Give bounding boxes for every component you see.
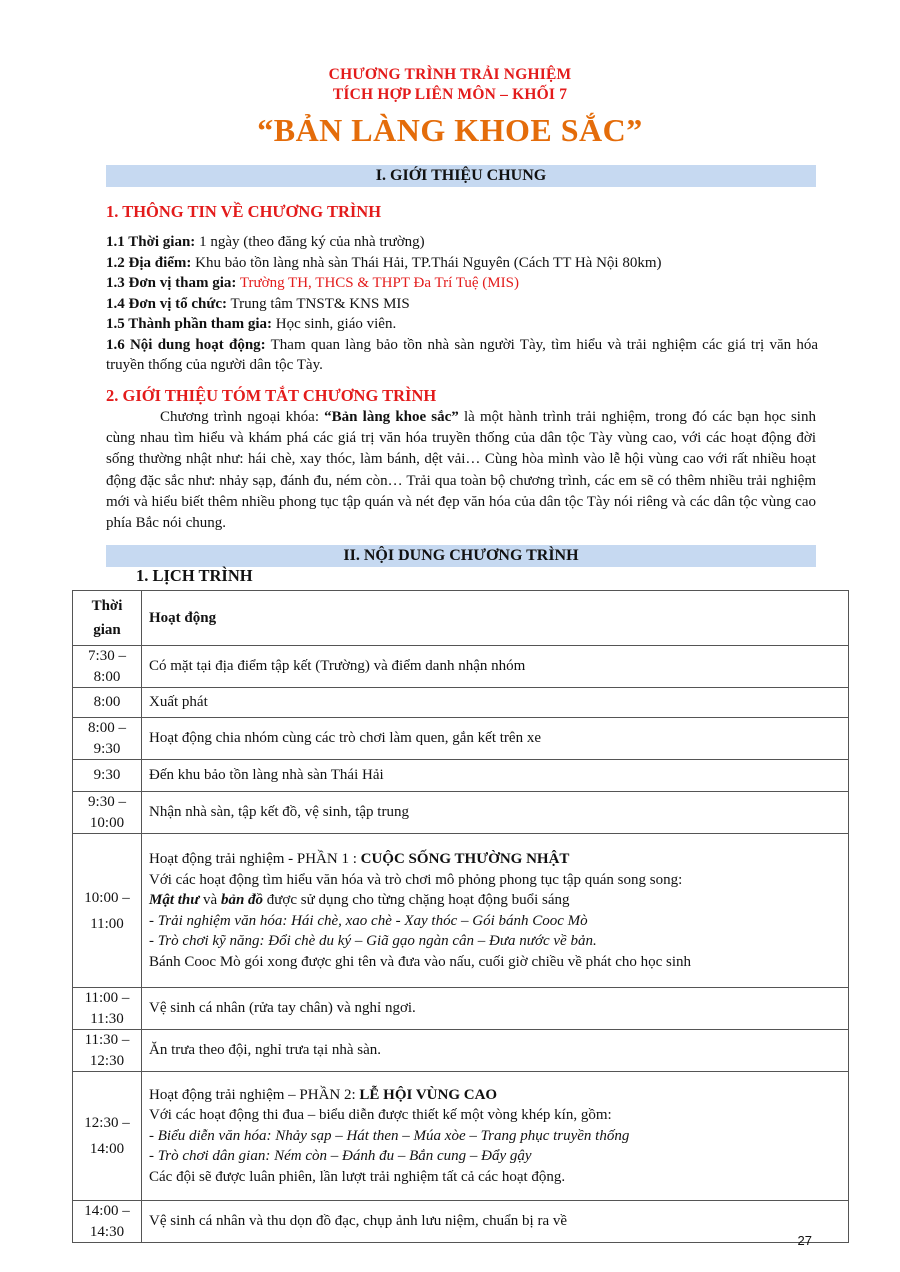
part2-activity: Hoạt động trải nghiệm – PHẦN 2: LỄ HỘI VÙNG CAO Với các hoạt động thi đua – biểu diễn được thiết kế một vòng khép kín, gồm: - Biểu diễn văn hóa: Nhảy sạp – Hát then – Múa xòe – Trang phục truyền thống - Trò chơi dân gian: Ném còn – Đánh đu – Bắn cung – Đẩy gậy Các đội sẽ được luân phiên, lần lượt trải nghiệm tất cả các hoạt động. <box>142 1072 849 1201</box>
header-activity: Hoạt động <box>142 591 849 646</box>
row-activity: Đến khu bảo tồn làng nhà sàn Thái Hải <box>142 760 849 792</box>
program-summary-paragraph: Chương trình ngoại khóa: “Bản làng khoe sắc” là một hành trình trải nghiệm, trong đó các bạn học sinh cùng nhau tìm hiểu và khám phá các giá trị văn hóa truyền thống của dân tộc Tày vùng cao, với các hoạt động đời sống thường nhật như: hái chè, xay thóc, làm bánh, dệt vải… Cùng hòa mình vào lễ hội vùng cao với rất nhiều hoạt động đặc sắc như: nhảy sạp, đánh đu, ném còn… Trải qua toàn bộ chương trình, các em sẽ có thêm nhiều trải nghiệm mới và hiểu biết thêm nhiều phong tục tập quán và nét đẹp văn hóa của dân tộc Tày nói riêng và các dân tộc vùng cao phía Bắc nói chung. <box>106 409 816 532</box>
row-time: 10:00 – 11:00 <box>73 834 142 988</box>
row-time: 12:30 – 14:00 <box>73 1072 142 1201</box>
part1-activity: Hoạt động trải nghiệm - PHẦN 1 : CUỘC SỐNG THƯỜNG NHẬT Với các hoạt động tìm hiểu văn hóa và trò chơi mô phỏng phong tục tập quán song song: Mật thư và bản đồ được sử dụng cho từng chặng hoạt động buổi sáng - Trải nghiệm văn hóa: Hái chè, xao chè - Xay thóc – Gói bánh Cooc Mò - Trò chơi kỹ năng: Đổi chè du ký – Giã gạo ngàn cân – Đưa nước về bản. Bánh Cooc Mò gói xong được ghi tên và đưa vào nấu, cuối giờ chiều về phát cho học sinh <box>142 834 849 988</box>
table-row-part2 <box>73 1072 849 1201</box>
row-time: 9:30 <box>73 760 142 792</box>
row-activity: Ăn trưa theo đội, nghỉ trưa tại nhà sàn. <box>142 1030 849 1072</box>
table-row <box>73 1201 849 1243</box>
table-header-row <box>73 591 849 646</box>
heading-program-info: 1. THÔNG TIN VỀ CHƯƠNG TRÌNH <box>106 202 382 221</box>
heading-program-summary: 2. GIỚI THIỆU TÓM TẮT CHƯƠNG TRÌNH <box>106 386 437 405</box>
row-activity: Hoạt động chia nhóm cùng các trò chơi làm quen, gắn kết trên xe <box>142 718 849 760</box>
info-attendees: 1.5 Thành phần tham gia: Học sinh, giáo viên. <box>106 316 397 332</box>
table-row <box>73 1030 849 1072</box>
table-row <box>73 718 849 760</box>
row-activity: Nhận nhà sàn, tập kết đồ, vệ sinh, tập trung <box>142 792 849 834</box>
schedule-table <box>72 590 849 1243</box>
info-activity-content: 1.6 Nội dung hoạt động: Tham quan làng bảo tồn nhà sàn người Tày, tìm hiểu và trải nghiệm các giá trị văn hóa truyền thống của người dân tộc Tày. <box>106 336 818 373</box>
table-row <box>73 646 849 688</box>
row-time: 8:00 – 9:30 <box>73 718 142 760</box>
row-time: 9:30 – 10:00 <box>73 792 142 834</box>
table-row <box>73 792 849 834</box>
row-activity: Vệ sinh cá nhân và thu dọn đồ đạc, chụp ảnh lưu niệm, chuẩn bị ra về <box>142 1201 849 1243</box>
program-title-line2: TÍCH HỢP LIÊN MÔN – KHỐI 7 <box>332 86 568 103</box>
info-location: 1.2 Địa điểm: Khu bảo tồn làng nhà sàn Thái Hải, TP.Thái Nguyên (Cách TT Hà Nội 80km) <box>106 254 662 271</box>
info-organizer: 1.4 Đơn vị tổ chức: Trung tâm TNST& KNS MIS <box>106 295 410 312</box>
table-row <box>73 988 849 1030</box>
table-row <box>73 760 849 792</box>
table-row <box>73 688 849 718</box>
section-band-content: II. NỘI DUNG CHƯƠNG TRÌNH <box>106 545 816 567</box>
row-activity: Vệ sinh cá nhân (rửa tay chân) và nghỉ ngơi. <box>142 988 849 1030</box>
program-title-line1: CHƯƠNG TRÌNH TRẢI NGHIỆM <box>328 66 572 83</box>
table-row-part1 <box>73 834 849 988</box>
program-main-title: “BẢN LÀNG KHOE SẮC” <box>257 112 643 148</box>
row-time: 7:30 – 8:00 <box>73 646 142 688</box>
row-time: 14:00 – 14:30 <box>73 1201 142 1243</box>
info-time: 1.1 Thời gian: 1 ngày (theo đăng ký của nhà trường) <box>106 234 425 250</box>
row-time: 11:30 – 12:30 <box>73 1030 142 1072</box>
section-band-intro: I. GIỚI THIỆU CHUNG <box>106 165 816 187</box>
page-number: 27 <box>797 1233 812 1248</box>
row-time: 8:00 <box>73 688 142 718</box>
row-activity: Có mặt tại địa điểm tập kết (Trường) và điểm danh nhận nhóm <box>142 646 849 688</box>
row-time: 11:00 – 11:30 <box>73 988 142 1030</box>
schedule-heading: 1. LỊCH TRÌNH <box>136 566 253 585</box>
row-activity: Xuất phát <box>142 688 849 718</box>
program-info-list <box>106 232 818 376</box>
info-participants-unit: 1.3 Đơn vị tham gia: Trường TH, THCS & THPT Đa Trí Tuệ (MIS) <box>106 275 519 291</box>
header-time: Thời gian <box>73 591 142 646</box>
